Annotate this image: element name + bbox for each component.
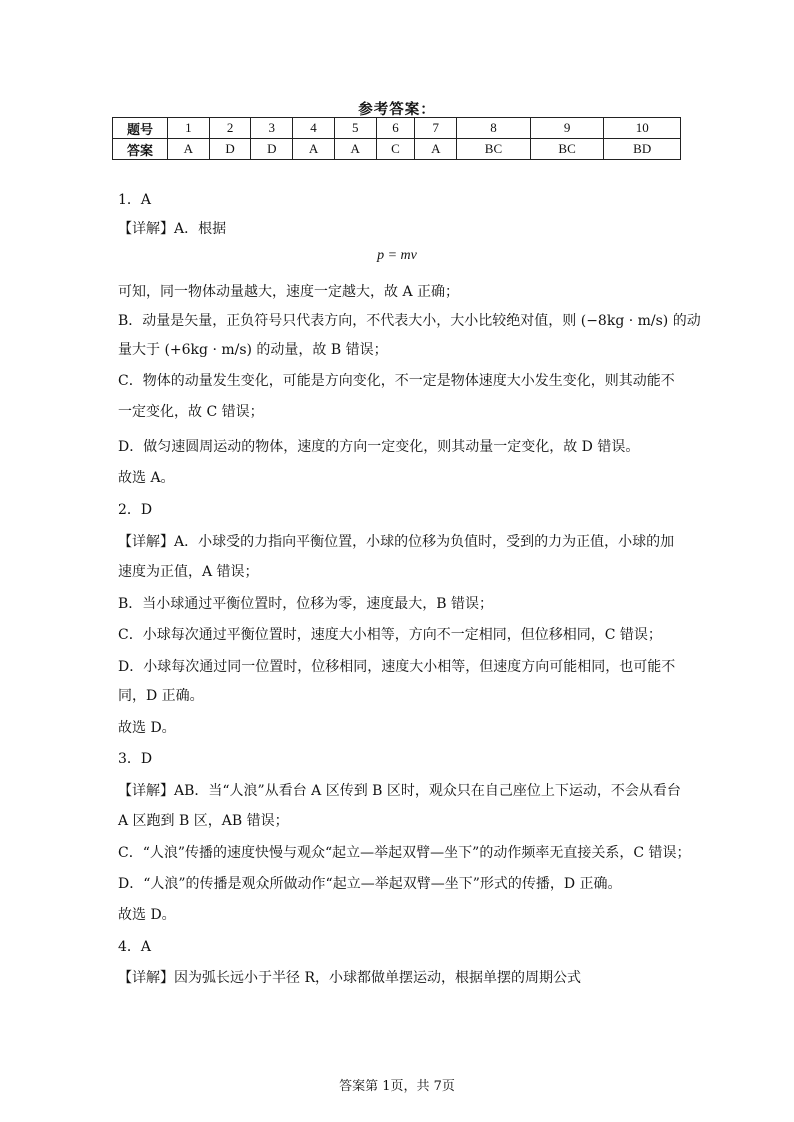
- explanation-line: C．小球每次通过平衡位置时，速度大小相等，方向不一定相同，但位移相同，C 错误；: [118, 627, 662, 643]
- explanation-line: 可知，同一物体动量越大，速度一定越大，故 A 正确；: [118, 284, 460, 300]
- question-number: 4: [293, 118, 335, 139]
- explanation-line: 一定变化，故 C 错误；: [118, 404, 264, 420]
- explanation-line: A 区跑到 B 区，AB 错误；: [118, 813, 289, 829]
- momentum-formula: p = mv: [377, 248, 417, 263]
- answer-cell: A: [334, 139, 376, 160]
- explanation-line: 【详解】A．根据: [118, 221, 227, 237]
- explanation-line: B．当小球通过平衡位置时，位移为零，速度最大，B 错误；: [118, 596, 494, 612]
- explanation-line: 速度为正值，A 错误；: [118, 564, 259, 580]
- answer-cell: D: [209, 139, 251, 160]
- question-number: 2: [209, 118, 251, 139]
- question-number: 3: [251, 118, 293, 139]
- answer-cell: A: [168, 139, 210, 160]
- explanation-line: C．“人浪”传播的速度快慢与观众“起立—举起双臂—坐下”的动作频率无直接关系，C 错误；: [118, 845, 691, 861]
- answer-key-title: 参考答案：: [358, 101, 436, 118]
- conclusion-line: 故选 D。: [118, 907, 176, 923]
- question-heading: 2．D: [118, 502, 153, 518]
- answer-cell: A: [415, 139, 457, 160]
- question-heading: 3．D: [118, 751, 153, 767]
- explanation-line: D．做匀速圆周运动的物体，速度的方向一定变化，则其动量一定变化，故 D 错误。: [118, 439, 640, 455]
- question-number: 8: [457, 118, 531, 139]
- question-number: 1: [168, 118, 210, 139]
- table-row-answers: [113, 139, 681, 160]
- explanation-line: D．“人浪”的传播是观众所做动作“起立—举起双臂—坐下”形式的传播，D 正确。: [118, 876, 622, 892]
- explanation-line: B．动量是矢量，正负符号只代表方向，不代表大小，大小比较绝对值，则 (−8kg · m/s) 的动: [118, 313, 701, 329]
- question-number: 7: [415, 118, 457, 139]
- answer-cell: D: [251, 139, 293, 160]
- conclusion-line: 故选 A。: [118, 470, 175, 486]
- conclusion-line: 故选 D。: [118, 720, 176, 736]
- answer-cell: BD: [604, 139, 681, 160]
- table-row-numbers: [113, 118, 681, 139]
- explanation-line: C．物体的动量发生变化，可能是方向变化，不一定是物体速度大小发生变化，则其动能不: [118, 373, 675, 389]
- explanation-line: 【详解】A．小球受的力指向平衡位置，小球的位移为负值时，受到的力为正值，小球的加: [118, 534, 675, 550]
- answer-cell: C: [376, 139, 415, 160]
- explanation-line: 【详解】因为弧长远小于半径 R，小球都做单摆运动，根据单摆的周期公式: [118, 970, 581, 986]
- explanation-line: 【详解】AB．当“人浪”从看台 A 区传到 B 区时，观众只在自己座位上下运动，不会从看台: [118, 783, 681, 799]
- question-number: 10: [604, 118, 681, 139]
- explanation-line: 量大于 (+6kg · m/s) 的动量，故 B 错误；: [118, 342, 388, 358]
- question-number: 5: [334, 118, 376, 139]
- explanation-line: 同，D 正确。: [118, 688, 204, 704]
- question-heading: 4．A: [118, 939, 152, 955]
- question-number: 9: [530, 118, 604, 139]
- page-footer: 答案第 1页，共 7页: [339, 1079, 455, 1094]
- answer-cell: A: [293, 139, 335, 160]
- explanation-line: D．小球每次通过同一位置时，位移相同，速度大小相等，但速度方向可能相同，也可能不: [118, 659, 676, 675]
- answer-label: 答案: [113, 139, 168, 160]
- answer-cell: BC: [457, 139, 531, 160]
- answer-table: [112, 117, 681, 160]
- answer-cell: BC: [530, 139, 604, 160]
- question-heading: 1．A: [118, 192, 152, 208]
- header-label: 题号: [113, 118, 168, 139]
- question-number: 6: [376, 118, 415, 139]
